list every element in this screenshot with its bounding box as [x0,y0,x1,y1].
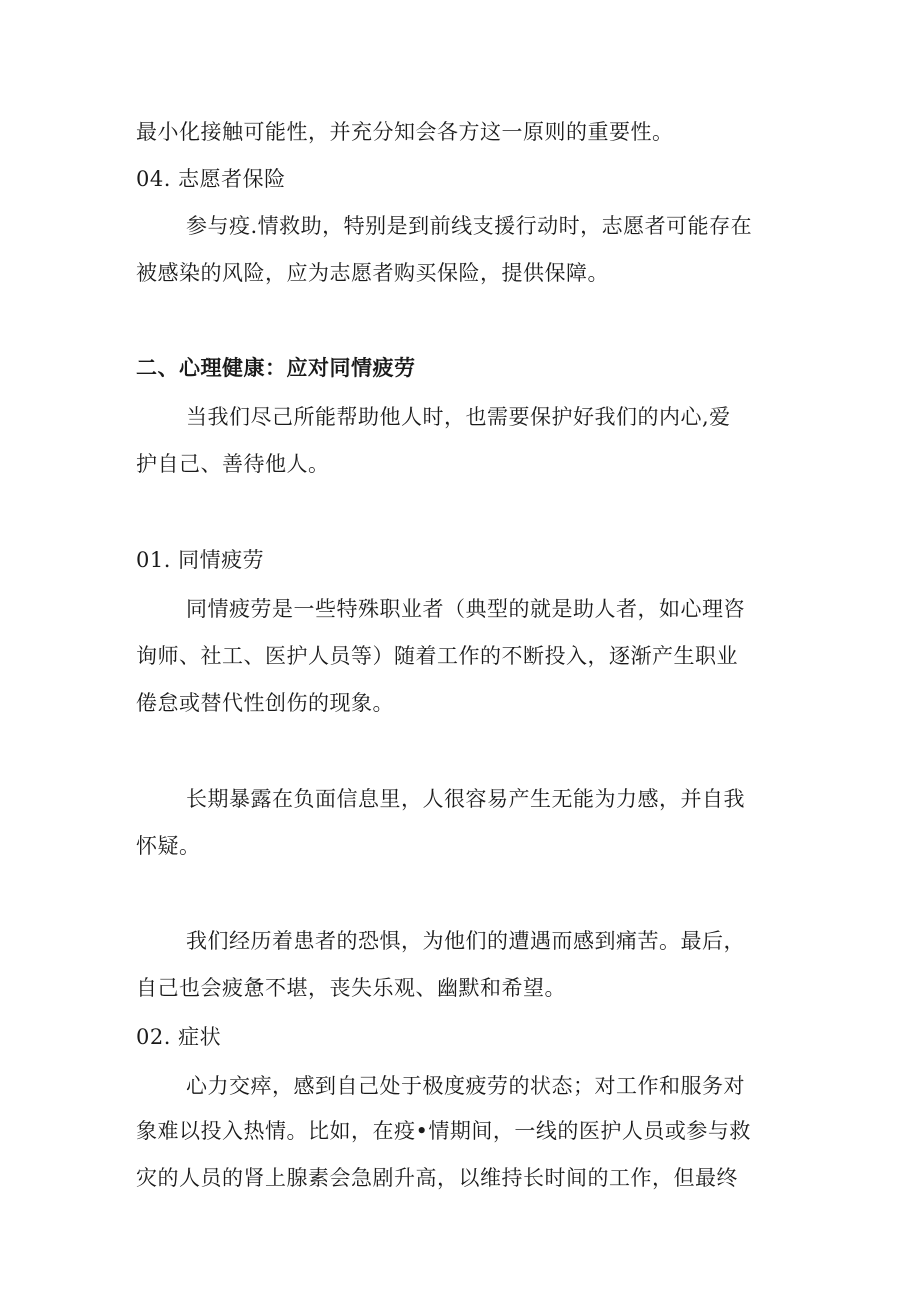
paragraph-line: 参与疫.情救助，特别是到前线支援行动时，志愿者可能存在 [186,214,753,238]
paragraph-line: 倦怠或替代性创伤的现象。 [136,691,394,715]
paragraph-line: 被感染的风险，应为志愿者购买保险，提供保障。 [136,261,609,285]
paragraph-line: 护自己、善待他人。 [136,452,330,476]
paragraph-line: 心力交瘁，感到自己处于极度疲劳的状态；对工作和服务对 [186,1074,745,1098]
section-subheading-symptoms: 02. 症状 [136,1025,222,1049]
paragraph-line: 自己也会疲惫不堪，丧失乐观、幽默和希望。 [136,976,566,1000]
paragraph-line: 我们经历着患者的恐惧，为他们的遭遇而感到痛苦。最后， [186,929,745,953]
paragraph-line: 当我们尽己所能帮助他人时，也需要保护好我们的内心,爱 [186,405,731,429]
section-subheading-compassion-fatigue: 01. 同情疲劳 [136,548,265,572]
section-subheading-volunteer-insurance: 04. 志愿者保险 [136,167,286,191]
paragraph-line: 最小化接触可能性，并充分知会各方这一原则的重要性。 [136,120,674,144]
paragraph-line: 询师、社工、医护人员等）随着工作的不断投入，逐渐产生职业 [136,644,738,668]
paragraph-line: 长期暴露在负面信息里，人很容易产生无能为力感，并自我 [186,787,745,811]
section-heading-mental-health: 二、心理健康：应对同情疲劳 [136,356,416,380]
paragraph-line: 灾的人员的肾上腺素会急剧升高，以维持长时间的工作，但最终 [136,1166,738,1190]
paragraph-line: 怀疑。 [136,834,201,858]
paragraph-line: 同情疲劳是一些特殊职业者（典型的就是助人者，如心理咨 [186,597,745,621]
paragraph-line: 象难以投入热情。比如，在疫•情期间，一线的医护人员或参与救 [136,1119,751,1143]
